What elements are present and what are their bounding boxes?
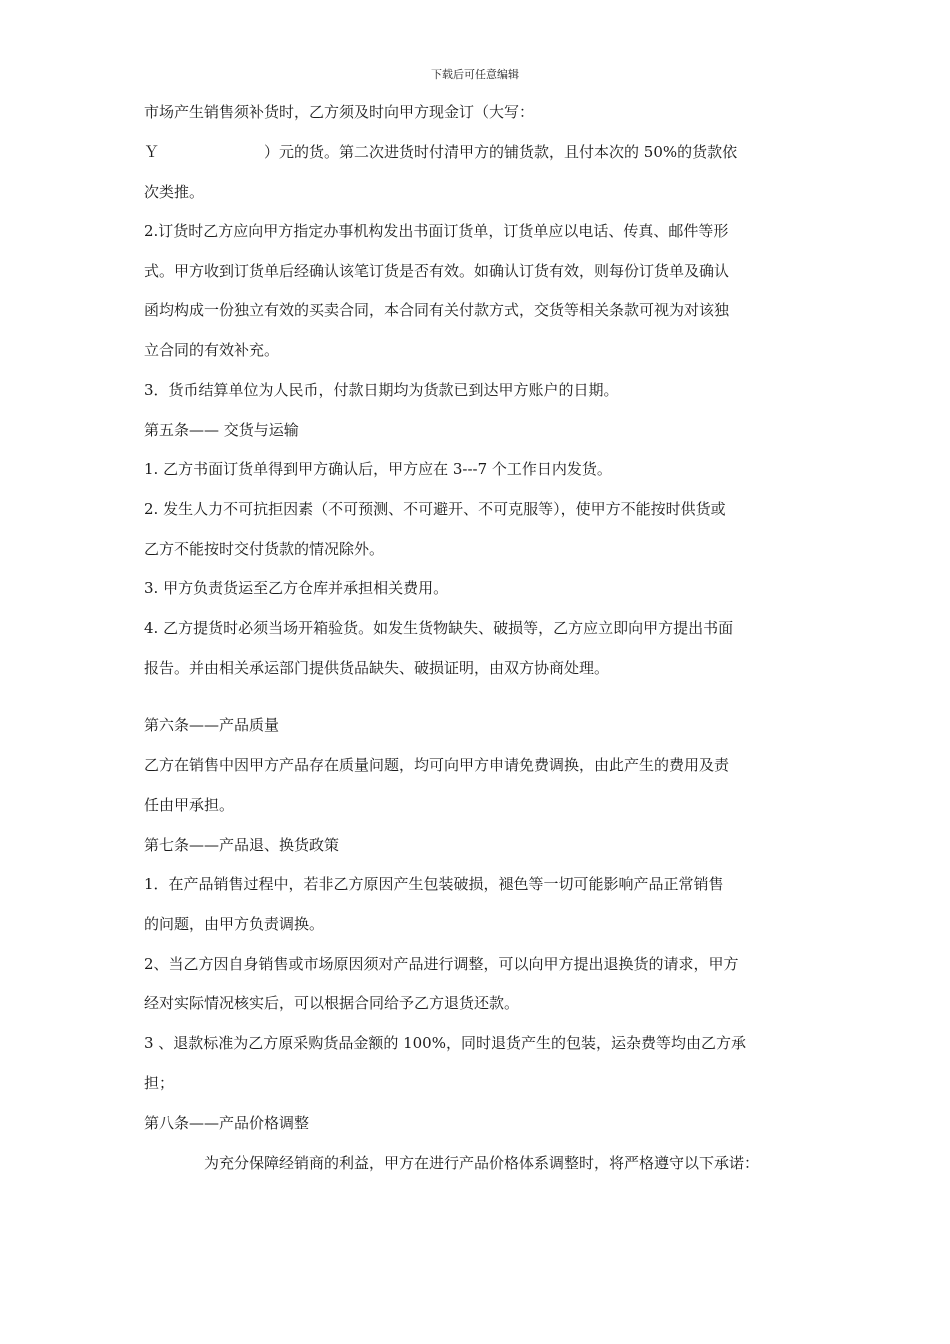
section-heading-5: 第五条—— 交货与运输 [144, 421, 299, 439]
text-line-3: 次类推。 [144, 183, 205, 201]
text-line-8: 3．货币结算单位为人民币，付款日期均为货款已到达甲方账户的日期。 [144, 381, 619, 399]
text-line-27: 为充分保障经销商的利益，甲方在进行产品价格体系调整时，将严格遵守以下承诺： [144, 1154, 760, 1172]
text-line-12: 乙方不能按时交付货款的情况除外。 [144, 540, 385, 558]
text-line-4: 2.订货时乙方应向甲方指定办事机构发出书面订货单，订货单应以电话、传真、邮件等形 [144, 222, 729, 240]
text-line-24: 3 、退款标准为乙方原采购货品金额的 100%，同时退货产生的包装，运杂费等均由乙方承 [144, 1034, 746, 1052]
text-line-21: 的问题，由甲方负责调换。 [144, 915, 325, 933]
text-line-2: Ｙ ）元的货。第二次进货时付清甲方的铺货款，且付本次的 50%的货款依 [144, 143, 738, 161]
text-line-17: 乙方在销售中因甲方产品存在质量问题，均可向甲方申请免费调换，由此产生的费用及责 [144, 756, 730, 774]
section-heading-7: 第七条——产品退、换货政策 [144, 836, 340, 854]
text-line-5: 式。甲方收到订货单后经确认该笔订货是否有效。如确认订货有效，则每份订货单及确认 [144, 262, 730, 280]
section-heading-8: 第八条——产品价格调整 [144, 1114, 310, 1132]
text-line-7: 立合同的有效补充。 [144, 341, 280, 359]
text-line-1: 市场产生销售须补货时，乙方须及时向甲方现金订（大写： [144, 103, 535, 121]
text-line-14: 4. 乙方提货时必须当场开箱验货。如发生货物缺失、破损等，乙方应立即向甲方提出书面 [144, 619, 734, 637]
text-line-23: 经对实际情况核实后，可以根据合同给予乙方退货还款。 [144, 994, 520, 1012]
text-line-11: 2. 发生人力不可抗拒因素（不可预测、不可避开、不可克服等），使甲方不能按时供货或 [144, 500, 726, 518]
page-header: 下载后可任意编辑 [431, 68, 519, 81]
text-line-20: 1．在产品销售过程中，若非乙方原因产生包装破损，褪色等一切可能影响产品正常销售 [144, 875, 724, 893]
text-line-6: 函均构成一份独立有效的买卖合同，本合同有关付款方式，交货等相关条款可视为对该独 [144, 301, 730, 319]
section-heading-6: 第六条——产品质量 [144, 716, 280, 734]
text-line-22: 2、当乙方因自身销售或市场原因须对产品进行调整，可以向甲方提出退换货的请求，甲方 [144, 955, 739, 973]
text-line-15: 报告。并由相关承运部门提供货品缺失、破损证明，由双方协商处理。 [144, 659, 610, 677]
text-line-13: 3. 甲方负责货运至乙方仓库并承担相关费用。 [144, 579, 449, 597]
text-line-25: 担； [144, 1074, 175, 1092]
text-line-10: 1. 乙方书面订货单得到甲方确认后，甲方应在 3---7 个工作日内发货。 [144, 460, 612, 478]
text-line-18: 任由甲承担。 [144, 796, 235, 814]
